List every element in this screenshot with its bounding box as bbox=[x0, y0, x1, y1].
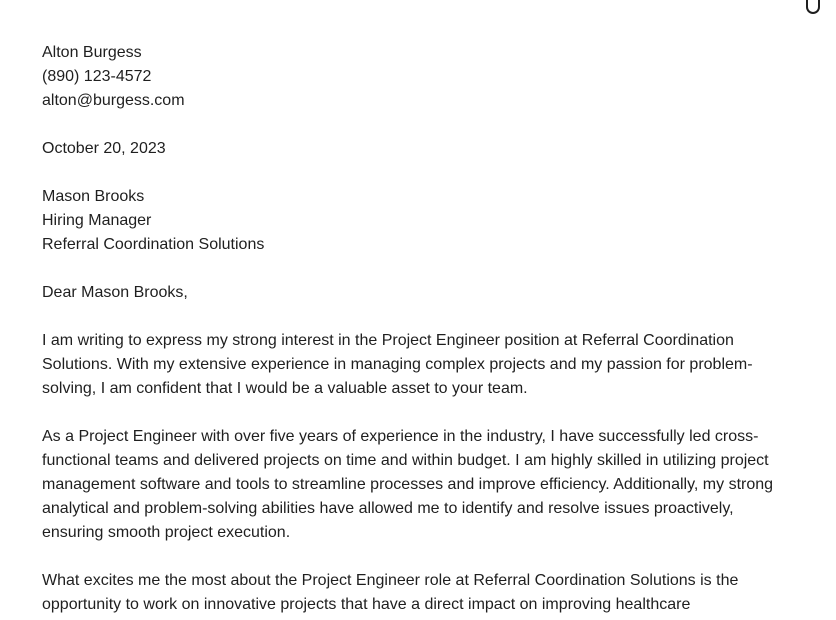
partial-glyph-icon bbox=[806, 0, 820, 14]
paragraph-line: What excites me the most about the Project Engineer role at Referral Coordination Solutions is the bbox=[42, 572, 739, 589]
recipient-name: Mason Brooks bbox=[42, 188, 145, 205]
paragraph-line: functional teams and delivered projects on time and within budget. I am highly skilled in utilizing project bbox=[42, 452, 769, 469]
salutation: Dear Mason Brooks, bbox=[42, 284, 188, 301]
spacer bbox=[42, 305, 802, 329]
recipient-company: Referral Coordination Solutions bbox=[42, 236, 265, 253]
sender-name: Alton Burgess bbox=[42, 44, 142, 61]
paragraph-1 bbox=[42, 329, 802, 401]
sender-email: alton@burgess.com bbox=[42, 92, 185, 109]
paragraph-2 bbox=[42, 425, 802, 545]
letter-body bbox=[42, 41, 802, 617]
recipient-title: Hiring Manager bbox=[42, 212, 152, 229]
paragraph-line: As a Project Engineer with over five years of experience in the industry, I have successfully led cross- bbox=[42, 428, 759, 445]
paragraph-line: Solutions. With my extensive experience in managing complex projects and my passion for problem- bbox=[42, 356, 753, 373]
paragraph-line: analytical and problem-solving abilities have allowed me to identify and resolve issues proactively, bbox=[42, 500, 734, 517]
recipient-block bbox=[42, 185, 802, 257]
paragraph-line: I am writing to express my strong interest in the Project Engineer position at Referral Coordination bbox=[42, 332, 734, 349]
paragraph-line: ensuring smooth project execution. bbox=[42, 524, 291, 541]
sender-block bbox=[42, 41, 802, 113]
sender-phone: (890) 123-4572 bbox=[42, 68, 152, 85]
spacer bbox=[42, 257, 802, 281]
spacer bbox=[42, 113, 802, 137]
spacer bbox=[42, 161, 802, 185]
paragraph-line: management software and tools to streamline processes and improve efficiency. Additionally, my strong bbox=[42, 476, 774, 493]
letter-date: October 20, 2023 bbox=[42, 140, 166, 157]
paragraph-line: opportunity to work on innovative projects that have a direct impact on improving healthcare bbox=[42, 596, 691, 613]
paragraph-3 bbox=[42, 569, 802, 617]
spacer bbox=[42, 401, 802, 425]
paragraph-line: solving, I am confident that I would be a valuable asset to your team. bbox=[42, 380, 528, 397]
spacer bbox=[42, 545, 802, 569]
